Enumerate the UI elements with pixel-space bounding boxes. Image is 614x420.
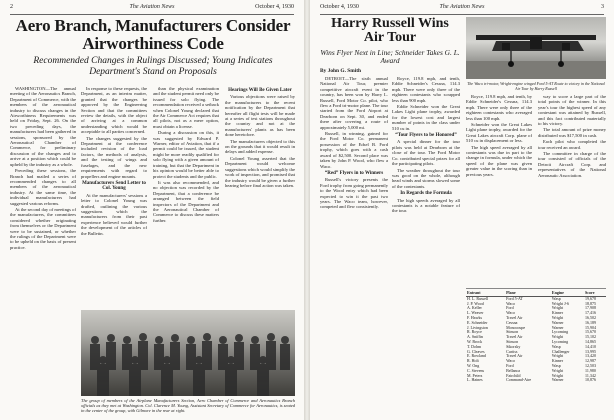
table-cell: Curtiss: [506, 348, 518, 354]
left-page-date: October 4, 1930: [255, 4, 294, 10]
left-column-1: [10, 86, 76, 414]
table-cell: Ford 5-AT: [506, 295, 523, 301]
table-cell: L. Weaver: [467, 310, 484, 316]
paragraph: Royce, 119.8 mph, and tenth, Eddie Schneider's Cessna, 114.3 mph. There were only three of the eighteen contestants who scrapped less than 900 mph.: [392, 76, 460, 103]
table-cell: Wright: [551, 372, 564, 378]
paragraph: Royce, 119.8 mph, and tenth, by Eddie Schneider's Cessna, 114.3 mph. There were only three of the eighteen contestants who averaged less than 100 mph.: [466, 94, 532, 121]
airplane-photo: [466, 17, 606, 79]
table-cell: C. Stevens: [467, 367, 485, 373]
right-article-title: Harry Russell Wins Air Tour: [331, 16, 449, 45]
table-cell: Warner: [551, 319, 564, 325]
right-column-3: [466, 94, 532, 284]
table-cell: Wasp: [551, 362, 561, 368]
table-top-rule: [466, 288, 606, 289]
table-cell: 11,980: [584, 367, 596, 373]
table-cell: M. Peters: [467, 372, 483, 378]
table-cell: Waco: [506, 310, 516, 316]
table-cell: Sikorsky: [506, 343, 521, 349]
table-cell: Wasp: [551, 343, 561, 349]
table-cell: J. Livingston: [467, 324, 488, 330]
table-cell: Travel Air: [506, 314, 523, 320]
table-cell: 17,908: [584, 305, 596, 311]
paragraph: The weather throughout the tour was good on the whole, although head winds and storms slowed some of the contestants.: [392, 167, 460, 189]
right-column-2: [392, 76, 460, 414]
table-cell: 19,678: [584, 295, 596, 301]
table-cell: G. Cleaves: [467, 348, 485, 354]
table-cell: Ford: [506, 305, 514, 311]
subheading: “Red” Flyers in to Winners: [324, 170, 384, 176]
table-cell: Warner: [551, 377, 564, 383]
right-column-1: [320, 76, 388, 414]
paragraph: Russell, in winning, gained for the Ford Motor Co. permanent possession of the Edsel B. Ford trophy, which goes with a cash award of $2,500. Second place was taken by John P. Wood, who flew a Waco.: [320, 131, 388, 169]
paragraph: Russell's victory presents the Ford trophy from going permanently to the Wood entry which had been expected to win it the past two years. The Waco team, however, competed and flew consistently.: [320, 177, 388, 210]
table-cell: 15,102: [584, 334, 596, 340]
table-header-cell: Engine: [551, 291, 584, 296]
right-page-header: [320, 4, 604, 15]
subheading: In Regards the Formula: [400, 191, 452, 197]
paragraph: It was also recommended, and no objection was recorded by the Department, that a conference be arranged between the field inspectors of the Department and the Aeronautical Chamber of Commerce to discuss these matters further.: [153, 179, 219, 223]
table-cell: Kinner: [551, 310, 564, 316]
table-cell: Command-Aire: [506, 377, 532, 383]
table-cell: 16,189: [584, 319, 596, 325]
table-cell: R. Royce: [467, 329, 482, 335]
right-magazine-name: The Aviation News: [439, 4, 485, 10]
paragraph: During a discussion on this, it was suggested by Edward P. Warner, editor of Aviation, that if a permit could be issued, the student might be more readily qualified for solo flying with a given amount of training, but that the Department in his opinion would be better able to protect the students and the public.: [153, 130, 219, 179]
paragraph: WASHINGTON—The annual meeting of the Aeronautics Branch, Department of Commerce, with the members of the aeronautical industry to discuss changes in the Airworthiness Requirements was held on Friday, Sept. 26. On the two preceding days, the manufacturers had been gathered in sessions, sponsored by the Aeronautical Chamber of Commerce, for preliminary discussion of the changes and to arrive at a position which could be upheld by the industry as a whole.: [10, 86, 76, 167]
paragraph: Preceding these sessions, the Branch had mailed a series of recommended changes to all members of the aeronautical industry. At the same time, the individual manufacturers had suggested various reforms.: [10, 168, 76, 206]
subheading: “Tour Flyers to be Honored”: [395, 133, 457, 139]
table-cell: A. Sniffin: [467, 334, 483, 340]
left-column-3: [153, 86, 219, 306]
group-photo: [81, 310, 295, 396]
right-page-date: October 4, 1930: [320, 4, 359, 10]
left-page-header: [10, 4, 294, 15]
airplane-photo-caption: The Waco tri-motor, Wright-engine winged Ford 5-AT Route to victory in the National Air Tour by Harry Russell: [467, 81, 605, 91]
table-cell: E. Schneider: [467, 319, 488, 325]
table-cell: 14,865: [584, 338, 596, 344]
table-cell: Challenger: [551, 348, 570, 354]
table-cell: Wright: [551, 314, 564, 320]
paragraph: A special dinner for the tour pilots was held at Dearborn at the close of the tour. The Ford Motor Co. contributed special prizes for all the participating pilots.: [392, 139, 460, 167]
paragraph: The high speed averaged by all contestants was due in part to the change in formula, under which the speed of the plane was given greater value in the scoring than in previous years.: [466, 144, 532, 177]
left-article-title: Aero Branch, Manufacturers Consider Airworthiness Code: [15, 16, 291, 53]
subheading: Manufacturers Send Letter to Col. Young: [82, 180, 146, 192]
table-cell: Ford: [506, 362, 514, 368]
table-cell: 11,342: [584, 372, 596, 378]
paragraph: Each pilot who completed the tour received an award.: [538, 139, 606, 150]
table-cell: Travel Air: [506, 353, 523, 359]
paragraph: The committee in charge of the tour consisted of officials of the Detroit Aircraft Corp. and representatives of the National Aeronautic Association.: [538, 151, 606, 178]
table-cell: L. Haines: [467, 377, 483, 383]
paragraph: Schneider won the Great Lakes Light plane trophy, awarded for the Great Lakes aircraft Corp. plane of 510 cu in displacement or less.: [466, 122, 532, 144]
table-cell: Lycoming: [551, 329, 569, 335]
table-cell: Stinson: [506, 329, 519, 335]
group-photo-figures: [81, 310, 295, 396]
paragraph: The total amount of prize money distributed was $17,500 in cash.: [538, 127, 606, 138]
left-column-4: [225, 86, 295, 306]
table-cell: 12,503: [584, 362, 596, 368]
table-cell: 12,987: [584, 358, 596, 364]
table-cell: Wright: [551, 334, 564, 340]
table-cell: 16,502: [584, 314, 596, 320]
table-cell: Wright J-6: [551, 300, 569, 306]
table-cell: Bellanca: [506, 367, 521, 373]
right-page-number: 3: [601, 4, 604, 10]
table-cell: 15,670: [584, 329, 596, 335]
tour-results-table: [466, 291, 606, 383]
table-cell: H. L. Russell: [467, 295, 489, 301]
paragraph: way to score a large part of the total points of the winner. In this year's tour the highest speed of any contestant was attained by Russell, and this fact contributed materially to his victory.: [538, 94, 606, 127]
table-cell: Waco: [506, 358, 516, 364]
left-magazine-name: The Aviation News: [129, 4, 175, 10]
table-cell: J. P. Wood: [467, 300, 484, 306]
left-page: [0, 0, 304, 420]
airplane-photo-image: [466, 17, 606, 79]
left-column-2: [81, 86, 147, 306]
paragraph: Colonel Young asserted that the Department would welcome suggestions which would simplify the work of inspection, and promised that the industry would be given a further hearing before final action was taken.: [225, 155, 295, 188]
table-cell: Wasp: [551, 295, 561, 301]
table-cell: 13,420: [584, 353, 596, 359]
table-cell: Lycoming: [551, 338, 569, 344]
paragraph: In response to these requests, the Department, as an interim matter, granted that the changes be approved by the Engineering Section and that the committees review the details, with the object of arriving at a common understanding which would be acceptable to all parties concerned.: [81, 86, 147, 135]
table-cell: Wright: [551, 367, 564, 373]
table-cell: Fairchild: [506, 372, 521, 378]
paragraph: The changes suggested by the Department at the conference included revision of the load factors, the methods of analysis, and the testing of wings and fuselages, and the new requirements with regard to propellers and engine mounts.: [81, 135, 147, 179]
table-cell: A. Keller: [467, 305, 482, 311]
table-cell: Kinner: [551, 358, 564, 364]
table-cell: Cessna: [506, 319, 518, 325]
table-cell: 13,995: [584, 348, 596, 354]
paragraph: The manufacturers objected to this on the grounds that it would result in delays and added expense.: [225, 138, 295, 155]
table-cell: R. Holt: [467, 358, 479, 364]
table-cell: 18,875: [584, 300, 596, 306]
table-cell: Stinson: [506, 338, 519, 344]
paragraph: The high speeds averaged by all contestants is a notable feature of the tour.: [392, 197, 460, 214]
subheading: Hearings Will Be Given Later: [228, 88, 292, 93]
paragraph: Eddie Schneider won the Great Lakes Light plane trophy, awarded for the lowest cost and largest number of points in the class under 510 cu in.: [392, 104, 460, 131]
table-row: [466, 378, 606, 383]
table-cell: T. Dohm: [467, 343, 482, 349]
table-cell: Warner: [551, 324, 564, 330]
table-cell: Wright: [551, 353, 564, 359]
table-cell: W. Brock: [467, 338, 483, 344]
paragraph: At the manufacturers' sessions a letter to Colonel Young was drafted, outlining the various suggestions which the manufacturers from their past experience believed would further the development of the articles of the Bulletin.: [81, 192, 147, 236]
table-cell: E. Rowland: [467, 353, 486, 359]
table-cell: W. Ong: [467, 362, 480, 368]
table-cell: 10,876: [584, 377, 596, 383]
paragraph: At the second day of meetings of the manufacturers, the committees considered whether originating from themselves or the Department were to be sustained, or whether the rulings of the Department were to be upheld on the basis of present practice.: [10, 206, 76, 250]
right-article-byline: By John G. Smith: [320, 68, 362, 74]
table-cell: 14,410: [584, 343, 596, 349]
left-page-number: 2: [10, 4, 13, 10]
table-header-cell: Entrant: [466, 291, 505, 296]
table-header-cell: Plane: [505, 291, 551, 296]
table-cell: Monocoupe: [506, 324, 526, 330]
left-article-deck: Recommended Changes in Rulings Discussed; Young Indicates Department's Stand on Proposals: [33, 56, 273, 77]
group-photo-caption: The group of members of the Airplane Manufacturers Section, Aero Chamber of Commerce and Aeronautics Branch officials as they met at Washington. Col. Clarence M. Young, Assistant Secretary of Commerce for Aeronautics, is seated in the center of the group, with Gilmore in the rear at right.: [81, 398, 295, 414]
table-header-cell: Score: [584, 291, 606, 296]
paragraph: Various objections were raised by the manufacturers to the recent notification by the Department that hereafter all flight tests will be made at a series of test stations throughout the country and not at the manufacturers' plants as has been done heretofore.: [225, 94, 295, 138]
paragraph: than the physical examination and the student permit need only be issued for solo flying. The recommendation received a setback when Colonel Young declared that the Air Commerce Act requires that all pilots, not as a mere option, must obtain a license.: [153, 86, 219, 129]
table-cell: Travel Air: [506, 334, 523, 340]
table-cell: 15,904: [584, 324, 596, 330]
paragraph: DETROIT—The sixth annual National Air Tour, premier competitive aircraft event in the country, has been won by Harry L. Russell, Ford Motor Co. pilot, who flew a Ford tri-motor plane. The tour started from the Ford Airport at Dearborn on Sept. 30, and ended there after covering a route of approximately 5,000 mi.: [320, 76, 388, 130]
table-cell: Wright: [551, 305, 564, 311]
table-cell: Waco: [506, 300, 516, 306]
table-cell: 17,416: [584, 310, 596, 316]
right-article-deck: Wins Flyer Next in Line; Schneider Takes G. L. Award: [320, 48, 460, 66]
table-cell: F. Hawks: [467, 314, 483, 320]
right-column-4: [538, 94, 606, 284]
right-page: [310, 0, 614, 420]
